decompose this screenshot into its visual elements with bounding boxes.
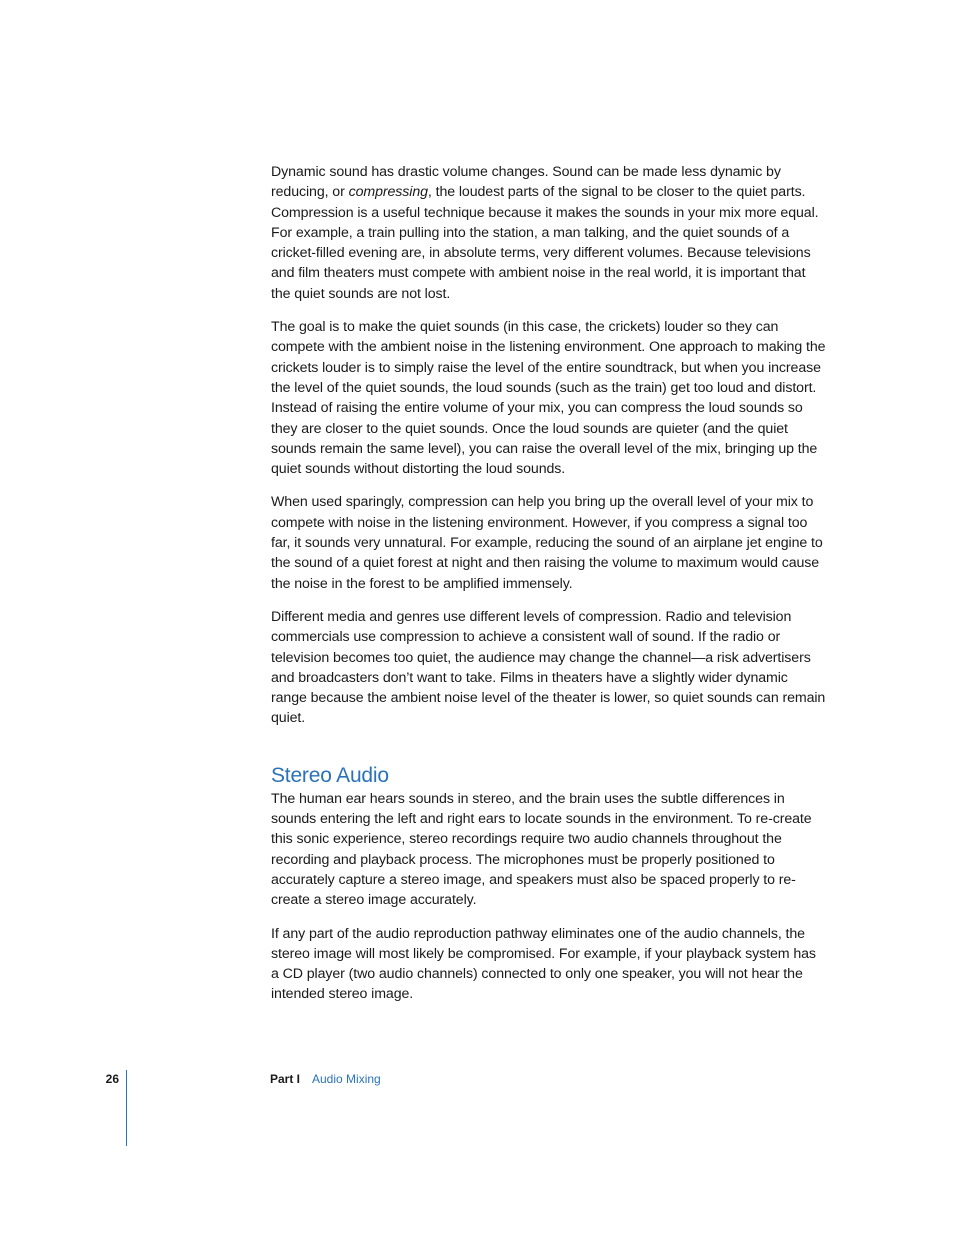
footer-part-label: Part I <box>270 1072 301 1086</box>
footer-divider <box>126 1070 127 1146</box>
paragraph-sparingly: When used sparingly, compression can help you bring up the overall level of your mix to compete with noise in the listening environment. However, if you compress a signal too far, it sounds very unnatural. For example, reducing the sound of an airplane jet engine to the sound of a quiet forest at night and then raising the volume to maximum would cause the noise in the forest to be amplified immensely. <box>271 494 823 592</box>
emphasis-compressing: compressing <box>348 184 428 201</box>
footer-chapter-title: Audio Mixing <box>312 1072 381 1086</box>
paragraph-media-genres: Different media and genres use different levels of compression. Radio and television commercials use compression to achieve a consistent wall of sound. If the radio or television becomes too quiet, the audience may change the channel—a risk advertisers and broadcasters don’t want to take. Films in theaters have a slightly wider dynamic range because the ambient noise level of the theater is lower, so quiet sounds can remain quiet. <box>271 608 826 727</box>
paragraph-dynamic-sound <box>271 162 827 304</box>
page-number: 26 <box>105 1072 119 1086</box>
page-body <box>271 162 827 1018</box>
section-heading-stereo-audio: Stereo Audio <box>271 763 389 787</box>
paragraph-text: Dynamic sound has drastic volume changes. Sound can be made less dynamic by reducing, or <box>271 164 781 201</box>
paragraph-goal: The goal is to make the quiet sounds (in this case, the crickets) louder so they can compete with the ambient noise in the listening environment. One approach to making the crickets louder is to simply raise the level of the entire soundtrack, but when you increase the level of the quiet sounds, the loud sounds (such as the train) get too loud and distort. Instead of raising the entire volume of your mix, you can compress the loud sounds so they are closer to the quiet sounds. Once the loud sounds are quieter (and the quiet sounds remain the same level), you can raise the overall level of the mix, bringing up the quiet sounds without distorting the loud sounds. <box>271 319 826 478</box>
paragraph-reproduction-pathway: If any part of the audio reproduction pathway eliminates one of the audio channels, the stereo image will most likely be compromised. For example, if your playback system has a CD player (two audio channels) connected to only one speaker, you will not hear the intended stereo image. <box>271 925 816 1003</box>
paragraph-human-ear: The human ear hears sounds in stereo, and the brain uses the subtle differences in sounds entering the left and right ears to locate sounds in the environment. To re-create this sonic experience, stereo recordings require two audio channels throughout the recording and playback process. The microphones must be properly positioned to accurately capture a stereo image, and speakers must also be spaced properly to re-create a stereo image accurately. <box>271 790 812 909</box>
paragraph-text: , the loudest parts of the signal to be closer to the quiet parts. Compression is a useful technique because it makes the sounds in your mix more equal. For example, a train pulling into the station, a man talking, and the quiet sounds of a cricket-filled evening are, in absolute terms, very different volumes. Because televisions and film theaters must compete with ambient noise in the real world, it is important that the quiet sounds are not lost. <box>271 184 819 302</box>
